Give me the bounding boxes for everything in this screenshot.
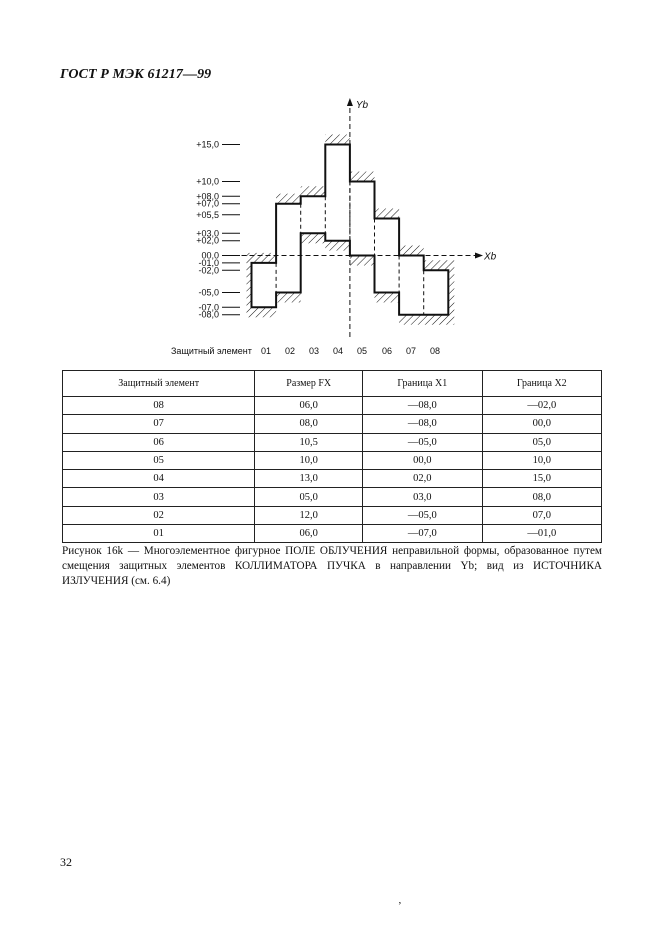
cell-x1: —08,0 xyxy=(363,415,482,433)
hatch-bottom-06 xyxy=(375,293,400,303)
hatch-top-01 xyxy=(252,253,277,263)
cell-size-fx: 06,0 xyxy=(255,525,363,543)
table-row xyxy=(63,415,602,433)
y-tick-label: +02,0 xyxy=(196,235,219,246)
y-tick-label: +05,5 xyxy=(196,209,219,220)
yb-arrowhead xyxy=(347,98,353,106)
hatch-top-06 xyxy=(375,209,400,219)
cell-element: 08 xyxy=(63,397,255,415)
element-table xyxy=(62,370,602,543)
cell-element: 03 xyxy=(63,488,255,506)
cell-x1: 02,0 xyxy=(363,470,482,488)
xb-arrowhead xyxy=(475,253,483,259)
cell-element: 05 xyxy=(63,451,255,469)
element-label-02: 02 xyxy=(284,346,296,356)
y-tick-label: -01,0 xyxy=(198,257,219,268)
xb-axis-label: Xb xyxy=(484,251,497,263)
cell-x1: —05,0 xyxy=(363,506,482,524)
y-tick-label: +10,0 xyxy=(196,176,219,187)
cell-x1: —05,0 xyxy=(363,433,482,451)
cell-element: 01 xyxy=(63,525,255,543)
y-tick-label: 00,0 xyxy=(201,250,219,261)
cell-x2: 05,0 xyxy=(482,433,601,451)
hatch-bottom-03 xyxy=(301,233,326,243)
table-row xyxy=(63,506,602,524)
cell-x2: 10,0 xyxy=(482,451,601,469)
collimator-field-figure xyxy=(0,0,661,360)
cell-x2: 07,0 xyxy=(482,506,601,524)
cell-element: 02 xyxy=(63,506,255,524)
cell-size-fx: 12,0 xyxy=(255,506,363,524)
cell-size-fx: 10,5 xyxy=(255,433,363,451)
y-tick-label: -07,0 xyxy=(198,302,219,313)
cell-x2: —02,0 xyxy=(482,397,601,415)
element-label-03: 03 xyxy=(308,346,320,356)
caption-text: Рисунок 16k — Многоэлементное фигурное ПОЛЕ ОБЛУЧЕНИЯ неправильной формы, образованное путем смещения защитных элементов КОЛЛИМАТОРА ПУЧКА в направлении Yb; вид из ИСТОЧНИКА ИЗЛУЧЕНИЯ (см. 6.4) xyxy=(62,545,602,587)
cell-element: 07 xyxy=(63,415,255,433)
hatch-bottom-04 xyxy=(325,241,350,251)
cell-x2: 15,0 xyxy=(482,470,601,488)
figure-caption xyxy=(62,544,602,589)
hatch-bottom-01 xyxy=(252,307,277,317)
cell-x1: 00,0 xyxy=(363,451,482,469)
element-label-07: 07 xyxy=(405,346,417,356)
y-tick-label: -08,0 xyxy=(198,309,219,320)
hatch-top-07 xyxy=(399,246,424,256)
hatch-top-05 xyxy=(350,172,375,182)
y-tick-label: +08,0 xyxy=(196,191,219,202)
header-boundary-x1: Граница X1 xyxy=(363,371,482,397)
cell-element: 04 xyxy=(63,470,255,488)
hatch-top-08 xyxy=(424,260,449,270)
yb-axis-label: Yb xyxy=(355,100,369,111)
table-row xyxy=(63,488,602,506)
table-row xyxy=(63,397,602,415)
cell-x1: —07,0 xyxy=(363,525,482,543)
table-row xyxy=(63,525,602,543)
element-table-wrap xyxy=(62,370,602,543)
cell-size-fx: 06,0 xyxy=(255,397,363,415)
header-element: Защитный элемент xyxy=(63,371,255,397)
cell-size-fx: 13,0 xyxy=(255,470,363,488)
y-tick-label: +15,0 xyxy=(196,139,219,150)
cell-x2: 00,0 xyxy=(482,415,601,433)
element-labels xyxy=(171,346,440,356)
table-row xyxy=(63,470,602,488)
document-header: ГОСТ Р МЭК 61217—99 xyxy=(60,67,212,82)
cell-x2: 08,0 xyxy=(482,488,601,506)
element-label-06: 06 xyxy=(381,346,393,356)
hatch-bottom-05 xyxy=(350,256,375,266)
cell-size-fx: 05,0 xyxy=(255,488,363,506)
header-size-fx: Размер FX xyxy=(255,371,363,397)
table-row xyxy=(63,433,602,451)
hatch-bottom-07 xyxy=(399,315,424,325)
cell-element: 06 xyxy=(63,433,255,451)
hatch-top-02 xyxy=(276,194,301,204)
hatch-top-04 xyxy=(325,135,350,145)
cell-x2: —01,0 xyxy=(482,525,601,543)
stray-mark: ‚ xyxy=(398,894,402,906)
header-boundary-x2: Граница X2 xyxy=(482,371,601,397)
page-number: 32 xyxy=(60,855,72,869)
y-tick-label: -05,0 xyxy=(198,287,219,298)
y-tick-label: -02,0 xyxy=(198,265,219,276)
hatch-top-03 xyxy=(301,186,326,196)
element-label-01: 01 xyxy=(260,346,272,356)
table-header-row xyxy=(63,371,602,397)
element-label-04: 04 xyxy=(332,346,344,356)
table-row xyxy=(63,451,602,469)
hatch-bottom-02 xyxy=(276,293,301,303)
cell-size-fx: 08,0 xyxy=(255,415,363,433)
cell-x1: —08,0 xyxy=(363,397,482,415)
y-tick-label: +03,0 xyxy=(196,228,219,239)
hatch-bottom-08 xyxy=(424,315,449,325)
cell-size-fx: 10,0 xyxy=(255,451,363,469)
element-axis-label: Защитный элемент xyxy=(171,346,252,356)
element-label-08: 08 xyxy=(429,346,441,356)
cell-x1: 03,0 xyxy=(363,488,482,506)
y-tick-label: +07,0 xyxy=(196,198,219,209)
element-label-05: 05 xyxy=(356,346,368,356)
y-tick-labels xyxy=(196,140,240,320)
